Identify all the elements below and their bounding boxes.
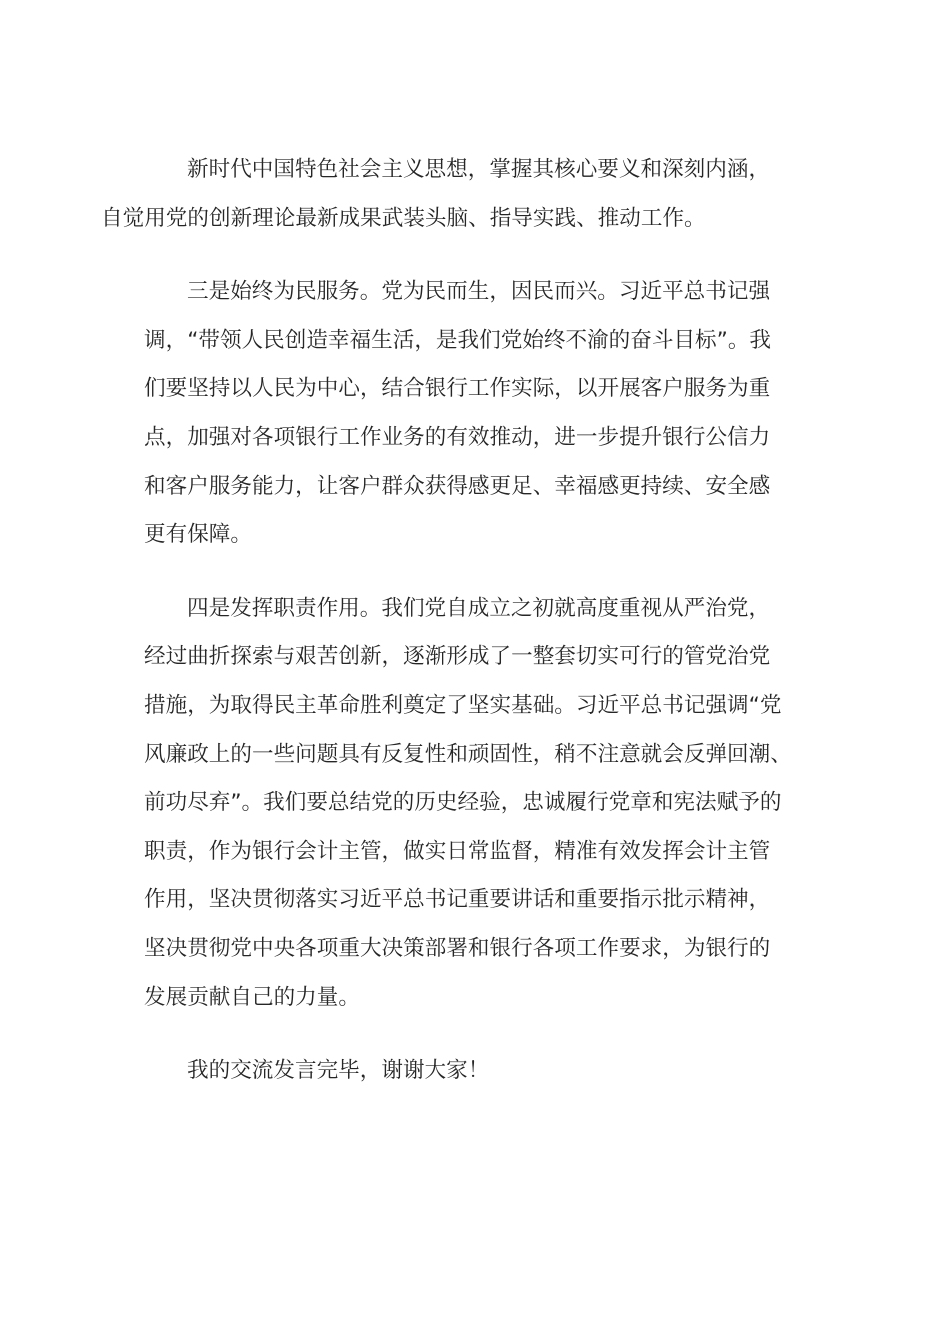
text-line: 风廉政上的一些问题具有反复性和顽固性，稍不注意就会反弹回潮、 — [144, 741, 792, 767]
text-line: 四是发挥职责作用。我们党自成立之初就高度重视从严治党， — [187, 595, 771, 621]
text-line: 调，“带领人民创造幸福生活，是我们党始终不渝的奋斗目标”。我 — [144, 327, 772, 353]
document-body — [101, 146, 796, 1121]
text-line: 自觉用党的创新理论最新成果武装头脑、指导实践、推动工作。 — [101, 205, 706, 231]
text-line: 更有保障。 — [144, 522, 252, 548]
text-line: 措施，为取得民主革命胜利奠定了坚实基础。习近平总书记强调“党 — [144, 692, 782, 718]
paragraph-4 — [144, 1047, 796, 1096]
paragraph-1 — [101, 146, 796, 243]
text-line: 职责，作为银行会计主管，做实日常监督，精准有效发挥会计主管 — [144, 838, 771, 864]
text-line: 新时代中国特色社会主义思想，掌握其核心要义和深刻内涵， — [187, 157, 771, 182]
paragraph-3 — [144, 585, 796, 1022]
text-line: 和客户服务能力，让客户群众获得感更足、幸福感更持续、安全感 — [144, 473, 771, 499]
text-line: 作用，坚决贯彻落实习近平总书记重要讲话和重要指示批示精神， — [144, 887, 771, 913]
text-line: 们要坚持以人民为中心，结合银行工作实际，以开展客户服务为重 — [144, 376, 771, 402]
text-line: 点，加强对各项银行工作业务的有效推动，进一步提升银行公信力 — [144, 424, 771, 450]
text-line: 我的交流发言完毕，谢谢大家！ — [187, 1058, 490, 1084]
text-line: 三是始终为民服务。党为民而生，因民而兴。习近平总书记强 — [187, 279, 771, 305]
paragraph-2 — [144, 268, 796, 560]
text-line: 发展贡献自己的力量。 — [144, 984, 360, 1010]
text-line: 前功尽弃”。我们要总结党的历史经验，忠诚履行党章和宪法赋予的 — [144, 790, 782, 816]
text-line: 经过曲折探索与艰苦创新，逐渐形成了一整套切实可行的管党治党 — [144, 644, 771, 670]
text-line: 坚决贯彻党中央各项重大决策部署和银行各项工作要求，为银行的 — [144, 935, 771, 961]
